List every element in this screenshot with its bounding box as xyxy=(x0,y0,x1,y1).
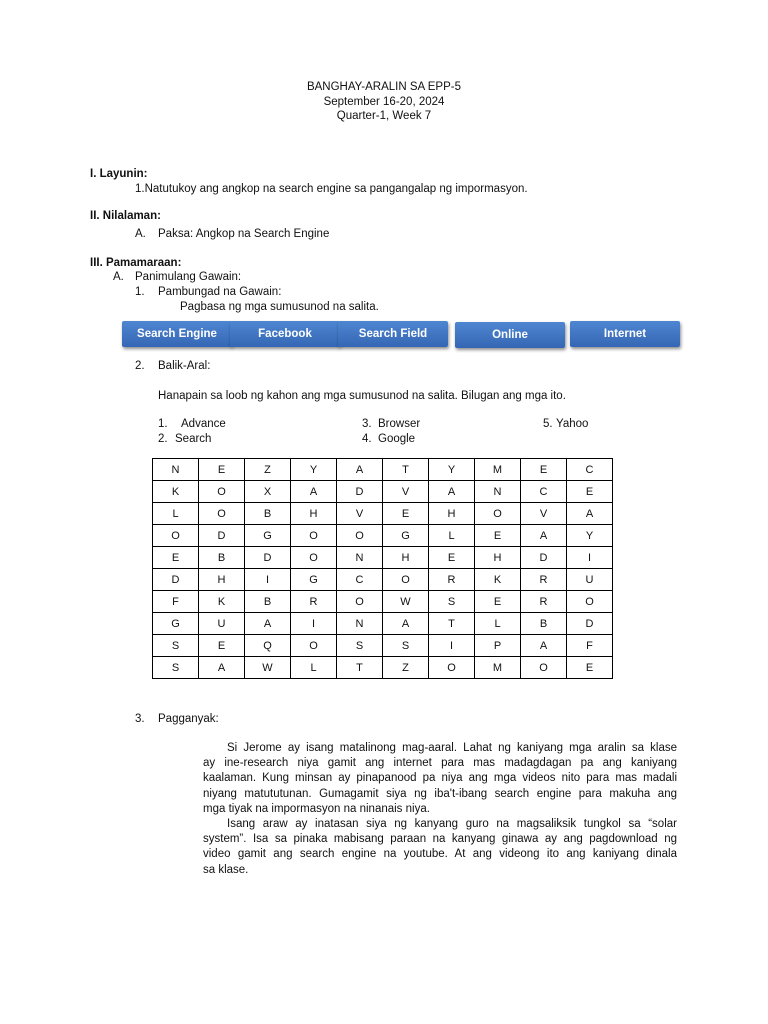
grid-cell: O xyxy=(199,503,245,525)
word-button-facebook: Facebook xyxy=(230,321,340,347)
grid-cell: O xyxy=(567,591,613,613)
grid-cell: D xyxy=(337,481,383,503)
grid-cell: E xyxy=(199,635,245,657)
grid-cell: Q xyxy=(245,635,291,657)
grid-cell: E xyxy=(199,459,245,481)
grid-cell: R xyxy=(521,591,567,613)
grid-row xyxy=(153,525,613,547)
word-button-search-field: Search Field xyxy=(338,321,448,347)
pagganyak-paragraph-1 xyxy=(203,741,677,817)
pagganyak-label: Pagganyak: xyxy=(158,713,219,725)
word-list-num: 5. xyxy=(543,418,553,430)
grid-cell: H xyxy=(199,569,245,591)
grid-cell: E xyxy=(475,525,521,547)
grid-cell: Y xyxy=(429,459,475,481)
grid-cell: E xyxy=(429,547,475,569)
grid-cell: V xyxy=(337,503,383,525)
paragraph-line: Si Jerome ay isang matalinong mag-aaral. Lahat ng kaniyang mga aralin sa klase xyxy=(227,742,677,754)
grid-cell: R xyxy=(429,569,475,591)
grid-cell: K xyxy=(199,591,245,613)
grid-cell: S xyxy=(153,635,199,657)
word-list-num: 1. xyxy=(158,418,168,430)
grid-row xyxy=(153,503,613,525)
grid-cell: H xyxy=(383,547,429,569)
grid-cell: N xyxy=(475,481,521,503)
grid-cell: U xyxy=(199,613,245,635)
grid-cell: F xyxy=(153,591,199,613)
grid-cell: G xyxy=(383,525,429,547)
grid-cell: S xyxy=(337,635,383,657)
grid-cell: A xyxy=(521,525,567,547)
grid-cell: B xyxy=(245,503,291,525)
balik-aral-marker: 2. xyxy=(135,360,145,372)
grid-cell: A xyxy=(383,613,429,635)
grid-cell: G xyxy=(245,525,291,547)
grid-cell: E xyxy=(567,481,613,503)
grid-cell: B xyxy=(199,547,245,569)
grid-cell: K xyxy=(153,481,199,503)
paragraph-line: video gamit ang search engine na youtube. At ang videong ito ang kaniyang dinala xyxy=(203,848,677,861)
grid-cell: S xyxy=(383,635,429,657)
grid-cell: E xyxy=(153,547,199,569)
grid-cell: R xyxy=(521,569,567,591)
grid-cell: M xyxy=(475,657,521,679)
grid-row xyxy=(153,613,613,635)
grid-cell: O xyxy=(153,525,199,547)
grid-cell: W xyxy=(383,591,429,613)
word-list-num: 2. xyxy=(158,433,168,445)
grid-cell: A xyxy=(567,503,613,525)
grid-cell: O xyxy=(383,569,429,591)
paragraph-line: kaalaman. Kung minsan ay pinapanood pa niya ang mga videos nito para mas madali xyxy=(203,772,677,785)
doc-quarter: Quarter-1, Week 7 xyxy=(336,110,432,122)
grid-cell: D xyxy=(153,569,199,591)
grid-cell: R xyxy=(291,591,337,613)
grid-cell: O xyxy=(521,657,567,679)
grid-cell: E xyxy=(521,459,567,481)
grid-cell: X xyxy=(245,481,291,503)
grid-cell: L xyxy=(475,613,521,635)
grid-cell: O xyxy=(291,547,337,569)
grid-cell: K xyxy=(475,569,521,591)
word-button-online: Online xyxy=(455,322,565,348)
grid-cell: I xyxy=(567,547,613,569)
grid-cell: L xyxy=(291,657,337,679)
grid-row xyxy=(153,547,613,569)
grid-cell: A xyxy=(429,481,475,503)
pambungad-marker: 1. xyxy=(135,286,145,298)
grid-cell: D xyxy=(245,547,291,569)
grid-cell: O xyxy=(291,525,337,547)
grid-cell: C xyxy=(521,481,567,503)
balik-aral-label: Balik-Aral: xyxy=(158,360,211,372)
grid-cell: F xyxy=(567,635,613,657)
word-list-item: Browser xyxy=(378,418,421,430)
grid-cell: T xyxy=(337,657,383,679)
grid-cell: L xyxy=(153,503,199,525)
grid-cell: C xyxy=(337,569,383,591)
word-list-num: 3. xyxy=(362,418,372,430)
word-button-internet: Internet xyxy=(570,321,680,347)
grid-row xyxy=(153,569,613,591)
grid-row xyxy=(153,635,613,657)
grid-cell: E xyxy=(475,591,521,613)
grid-cell: T xyxy=(383,459,429,481)
grid-cell: A xyxy=(521,635,567,657)
grid-row xyxy=(153,591,613,613)
grid-cell: S xyxy=(429,591,475,613)
paragraph-line: ay ine-research niya gamit ang internet para mas madagdagan pa ang kaniyang xyxy=(203,757,677,770)
pamamaraan-a-marker: A. xyxy=(113,271,124,283)
word-list-item: Search xyxy=(175,433,212,445)
grid-cell: P xyxy=(475,635,521,657)
grid-cell: C xyxy=(567,459,613,481)
pamamaraan-a-label: Panimulang Gawain: xyxy=(135,271,242,283)
nilalaman-marker: A. xyxy=(135,228,146,240)
grid-cell: Y xyxy=(567,525,613,547)
grid-cell: I xyxy=(245,569,291,591)
balik-aral-instruction: Hanapain sa loob ng kahon ang mga sumusunod na salita. Bilugan ang mga ito. xyxy=(158,390,566,402)
grid-cell: Z xyxy=(245,459,291,481)
word-list-item: Google xyxy=(378,433,416,445)
grid-cell: U xyxy=(567,569,613,591)
grid-cell: M xyxy=(475,459,521,481)
grid-cell: N xyxy=(153,459,199,481)
grid-cell: D xyxy=(199,525,245,547)
grid-cell: N xyxy=(337,547,383,569)
grid-cell: B xyxy=(521,613,567,635)
grid-cell: O xyxy=(291,635,337,657)
grid-cell: A xyxy=(337,459,383,481)
grid-cell: H xyxy=(475,547,521,569)
grid-cell: Y xyxy=(291,459,337,481)
grid-cell: D xyxy=(567,613,613,635)
grid-cell: V xyxy=(383,481,429,503)
grid-cell: E xyxy=(567,657,613,679)
word-list-item: Advance xyxy=(181,418,226,430)
grid-cell: O xyxy=(475,503,521,525)
nilalaman-heading: II. Nilalaman: xyxy=(90,210,161,222)
paragraph-line: Isang araw ay inatasan siya ng kanyang guro na magsaliksik tungkol sa “solar xyxy=(227,818,677,830)
grid-cell: A xyxy=(291,481,337,503)
grid-cell: O xyxy=(337,525,383,547)
grid-cell: A xyxy=(245,613,291,635)
layunin-heading: I. Layunin: xyxy=(90,168,148,180)
pagganyak-paragraph-2 xyxy=(203,817,677,878)
grid-cell: O xyxy=(429,657,475,679)
nilalaman-item: Paksa: Angkop na Search Engine xyxy=(158,228,330,240)
word-search-grid xyxy=(152,458,613,679)
grid-cell: H xyxy=(291,503,337,525)
grid-cell: I xyxy=(429,635,475,657)
grid-cell: O xyxy=(199,481,245,503)
grid-cell: G xyxy=(153,613,199,635)
grid-cell: V xyxy=(521,503,567,525)
grid-row xyxy=(153,657,613,679)
grid-row xyxy=(153,459,613,481)
paragraph-line: niyang matututunan. Gumagamit siya ng iba't-ibang search engine para makuha ang xyxy=(203,787,677,800)
pagganyak-marker: 3. xyxy=(135,713,145,725)
paragraph-line: sa klase. xyxy=(203,863,249,876)
doc-date: September 16-20, 2024 xyxy=(323,96,445,108)
grid-cell: A xyxy=(199,657,245,679)
grid-cell: O xyxy=(337,591,383,613)
grid-cell: E xyxy=(383,503,429,525)
paragraph-line: mga tiyak na impormasyon na ninanais niya. xyxy=(203,802,430,815)
grid-cell: N xyxy=(337,613,383,635)
grid-cell: G xyxy=(291,569,337,591)
grid-cell: D xyxy=(521,547,567,569)
paragraph-line: system”. Isa sa pinaka mabisang paraan na kanyang ginawa ay ang pagdownload ng xyxy=(203,833,677,846)
pamamaraan-heading: III. Pamamaraan: xyxy=(90,257,182,269)
grid-row xyxy=(153,481,613,503)
grid-cell: T xyxy=(429,613,475,635)
grid-cell: B xyxy=(245,591,291,613)
pambungad-sub: Pagbasa ng mga sumusunod na salita. xyxy=(180,301,379,313)
layunin-item: 1.Natutukoy ang angkop na search engine sa pangangalap ng impormasyon. xyxy=(135,183,528,195)
doc-title: BANGHAY-ARALIN SA EPP-5 xyxy=(306,81,462,93)
grid-cell: S xyxy=(153,657,199,679)
grid-cell: L xyxy=(429,525,475,547)
grid-cell: H xyxy=(429,503,475,525)
grid-cell: W xyxy=(245,657,291,679)
grid-cell: I xyxy=(291,613,337,635)
pambungad-label: Pambungad na Gawain: xyxy=(158,286,282,298)
word-button-search-engine: Search Engine xyxy=(122,321,232,347)
grid-cell: Z xyxy=(383,657,429,679)
word-list-item: Yahoo xyxy=(556,418,589,430)
word-list-num: 4. xyxy=(362,433,372,445)
